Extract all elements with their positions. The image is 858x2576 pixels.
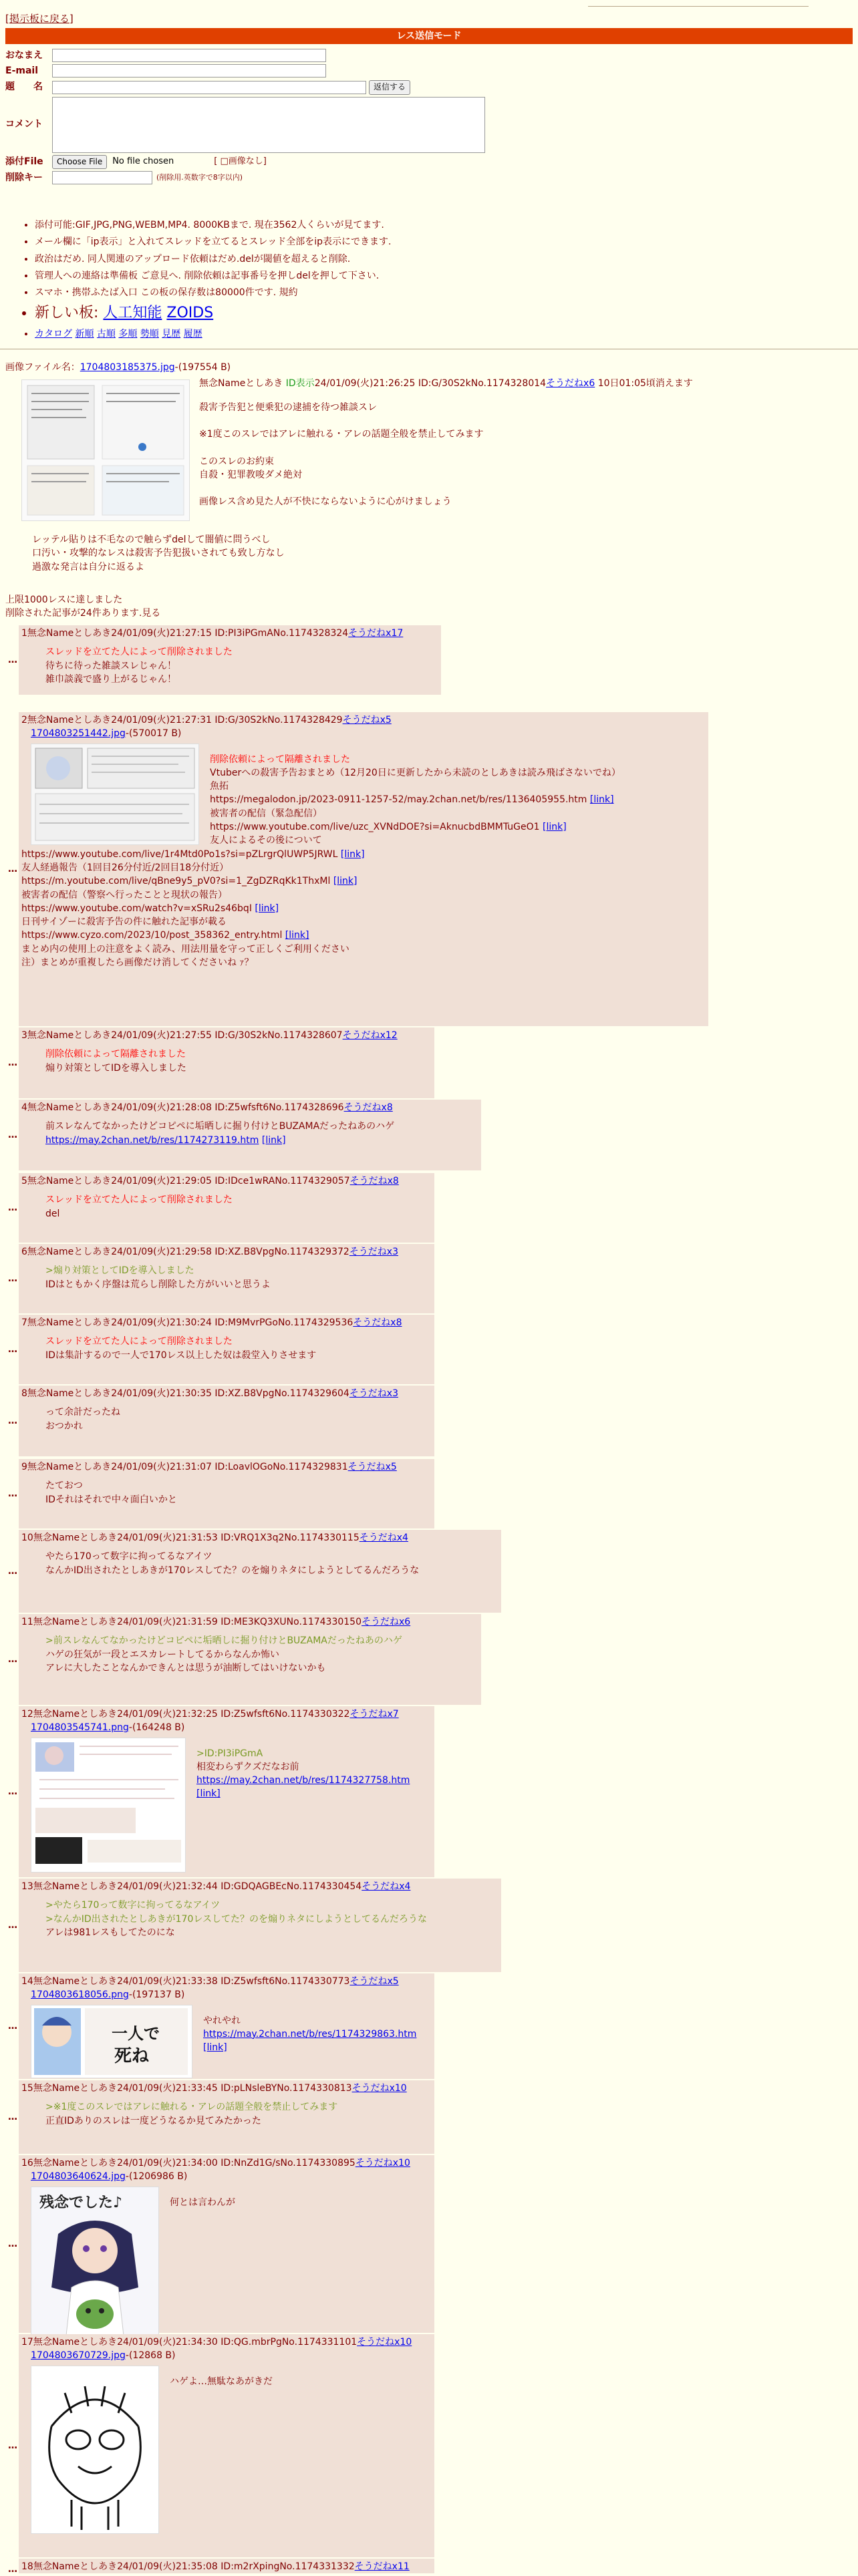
rule-item: • スマホ・携帯ふたば入口 この板の保存数は80000件です. 規約: [35, 286, 391, 299]
reply-file-line: 1704803545741.png-(164248 B): [31, 1722, 185, 1734]
reply-line: 何とは言わんが: [170, 2197, 235, 2208]
post-date: 24/01/09(火)21:34:00: [117, 2158, 218, 2168]
comment-textarea[interactable]: [52, 97, 485, 153]
reply-line: 正直IDありのスレは一度どうなるか見てみたかった: [45, 2115, 261, 2126]
poster-name: 無念Nameとしあき: [27, 715, 112, 726]
svg-text:残念でした♪: 残念でした♪: [39, 2194, 123, 2211]
poster-name: 無念Nameとしあき: [33, 2337, 118, 2348]
poster-name: 無念Nameとしあき: [27, 1388, 112, 1399]
reply-header: [21, 1531, 498, 1545]
rule-item: • 添付可能:GIF,JPG,PNG,WEBM,MP4. 8000KBまで. 現在3562人くらいが見てます.: [35, 218, 391, 232]
reply-number: 16: [21, 2158, 33, 2168]
new-boards: • 新しい板: 人工知能 ZOIDS: [35, 303, 391, 324]
reply-number: 6: [21, 1247, 27, 1257]
reply-file-link[interactable]: 1704803618056.png: [31, 1989, 129, 2001]
back-to-board-link[interactable]: [掲示板に戻る]: [5, 13, 74, 25]
post-date: 24/01/09(火)21:32:44: [117, 1881, 218, 1892]
sodane-button[interactable]: そうだねx12: [342, 1030, 398, 1041]
reply-header: [21, 1245, 432, 1259]
reply-header: [21, 2082, 432, 2095]
post-date: 24/01/09(火)21:28:08: [111, 1102, 212, 1113]
reply-mode-banner: レス送信モード: [5, 28, 853, 44]
poster-name: 無念Nameとしあき: [33, 1976, 118, 1987]
reply-line: 前スレなんてなかったけどコピペに垢晒しに掘り付けとBUZAMAだったねあのハゲ: [45, 1121, 395, 1132]
reply-dots-icon: …: [8, 2112, 17, 2122]
reply-post: [19, 2559, 434, 2573]
rule-item: • 政治はだめ. 同人関連のアップロード依頼はだめ.delが閾値を超えると削除.: [35, 253, 391, 266]
poster-id: ID:XZ.B8VpgNo.1174329372: [211, 1247, 349, 1257]
reply-thumbnail[interactable]: [31, 1738, 186, 1873]
link-button[interactable]: [link]: [333, 876, 358, 887]
id-display-badge: ID表示: [285, 378, 315, 389]
reply-number: 4: [21, 1102, 27, 1113]
reply-body: [45, 2100, 432, 2128]
reply-header: [21, 2560, 432, 2573]
reply-header: [21, 1460, 432, 1474]
reply-post: [19, 1614, 481, 1705]
reply-line: 被害者の配信（緊急配信）: [210, 808, 322, 819]
reply-line: スレッドを立てた人によって削除されました: [45, 1194, 233, 1206]
poster-id: ID:GDQAGBEcNo.1174330454: [217, 1881, 362, 1892]
sodane-button[interactable]: そうだねx8: [343, 1102, 393, 1113]
reply-line: 友人によるその後について: [210, 835, 322, 846]
reply-line: Vtuberへの殺害予告おまとめ（12月20日に更新したから未読のとしあきは読み飛ばさないでね）: [210, 767, 621, 778]
delete-key-label: 削除キー: [5, 172, 43, 183]
post-date: 24/01/09(火)21:33:38: [117, 1976, 218, 1987]
poster-name: 無念Nameとしあき: [33, 2561, 118, 2572]
reply-thumbnail[interactable]: [31, 2366, 159, 2534]
poster-id: ID:Z5wfsft6No.1174330322: [217, 1709, 350, 1720]
thread-url-link[interactable]: https://may.2chan.net/b/res/1174329863.htm: [203, 2028, 417, 2040]
rule-item: • メール欄に「ip表示」と入れてスレッドを立てるとスレッド全部をip表示にできます.: [35, 235, 391, 249]
reply-number: 15: [21, 2083, 33, 2094]
reply-line: 友人経過報告（1回目26分付近/2回目18分付近）: [21, 862, 229, 873]
reply-post: [19, 1100, 481, 1170]
reply-header: [21, 1880, 498, 1893]
reply-dots-icon: …: [8, 2564, 17, 2575]
post-date: 24/01/09(火)21:33:45: [117, 2083, 218, 2094]
reply-number: 5: [21, 1176, 27, 1186]
poster-id: ID:G/30S2kNo.1174328607: [211, 1030, 343, 1041]
top-divider: [588, 6, 809, 7]
op-body: 殺害予告犯と便乗犯の逮捕を待つ雑談スレ ※1度このスレではアレに触れる・アレの話題全般を禁止してみます このスレのお約束 自殺・犯罪教唆ダメ絶対 画像レス含め見た人が不快にならないように心がけましょう: [199, 402, 484, 508]
poster-id: ID:Z5wfsft6No.1174330773: [217, 1976, 350, 1987]
sodane-button[interactable]: そうだねx5: [347, 1462, 397, 1472]
reply-line: おつかれ: [45, 1420, 83, 1432]
link-button[interactable]: [link]: [196, 1788, 221, 1800]
reply-header: [21, 1316, 432, 1329]
reply-body: [45, 1406, 432, 1433]
sodane-button[interactable]: そうだねx11: [354, 2561, 410, 2572]
poster-name: 無念Nameとしあき: [27, 1030, 112, 1041]
reply-line: IDはともかく序盤は荒らし削除した方がいいと思うよ: [45, 1279, 271, 1290]
reply-header: [21, 627, 438, 640]
sodane-button[interactable]: そうだねx10: [351, 2083, 407, 2094]
reply-header: [21, 1174, 432, 1188]
post-date: 24/01/09(火)21:27:55: [111, 1030, 212, 1041]
sodane-button[interactable]: そうだねx3: [349, 1247, 399, 1257]
op-body-tail: レッテル貼りは不毛なので触らずdelして闇値に問うべし 口汚い・攻撃的なレスは殺害予告犯扱いされても致し方なし 過激な発言は自分に返るよ: [32, 534, 285, 573]
reply-file-line: 1704803618056.png-(197137 B): [31, 1989, 185, 2001]
reply-line: スレッドを立てた人によって削除されました: [45, 1336, 233, 1347]
poster-name: 無念Nameとしあき: [33, 2083, 118, 2094]
link-button[interactable]: [link]: [255, 903, 279, 914]
reply-line: やれやれ: [203, 2015, 241, 2026]
reply-post: [19, 1879, 501, 1972]
deleted-notice: 削除された記事が24件あります.見る: [5, 608, 161, 619]
reply-post: [19, 1530, 501, 1613]
reply-post: [19, 1386, 434, 1456]
expiry-text: 10日01:05頃消えます: [597, 378, 693, 389]
nav-catalog[interactable]: カタログ: [35, 329, 72, 340]
no-file-text: No file chosen: [112, 156, 174, 166]
board-nav: [35, 327, 391, 341]
poster-name: 無念Nameとしあき: [199, 378, 283, 389]
post-date: 24/01/09(火)21:27:15: [111, 628, 212, 639]
reply-line: スレッドを立てた人によって削除されました: [45, 647, 233, 658]
poster-id: ID:IDce1wRANo.1174329057: [211, 1176, 350, 1186]
reply-dots-icon: …: [8, 1488, 17, 1499]
op-file-link[interactable]: 1704803185375.jpg: [80, 362, 175, 373]
reply-line: 日刊サイゾーに殺害予告の件に触れた記事が載る: [21, 917, 227, 928]
link-button[interactable]: [link]: [589, 794, 614, 806]
reply-header: [21, 2336, 432, 2349]
reply-file-link[interactable]: 1704803670729.jpg: [31, 2350, 126, 2362]
reply-line: 注）まとめが重複したら画像だけ消してくださいね ｧ？: [21, 957, 254, 969]
submit-button[interactable]: 返信する: [369, 80, 410, 95]
reply-body: [45, 645, 438, 686]
reply-line: って余計だったね: [45, 1407, 120, 1418]
reply-number: 7: [21, 1317, 27, 1328]
reply-line: 削除依頼によって隔離されました: [210, 754, 350, 765]
poster-id: ID:PI3iPGmANo.1174328324: [211, 628, 349, 639]
poster-id: ID:VRQ1X3q2No.1174330115: [217, 1533, 360, 1543]
poster-name: 無念Nameとしあき: [27, 1176, 112, 1186]
post-date: 24/01/09(火)21:30:35: [111, 1388, 212, 1399]
reply-number: 3: [21, 1030, 27, 1041]
subject-input[interactable]: [52, 81, 366, 94]
reply-line: 被害者の配信（警察へ行ったことと現状の報告）: [21, 889, 227, 901]
reply-dots-icon: …: [8, 1566, 17, 1577]
reply-line: >※1度このスレではアレに触れる・アレの話題全般を禁止してみます: [45, 2102, 338, 2113]
poster-id: ID:m2rXpingNo.1174331332: [217, 2561, 355, 2572]
sodane-button[interactable]: そうだねx4: [362, 1881, 411, 1892]
reply-header: [21, 1975, 432, 1988]
reply-dots-icon: …: [8, 1416, 17, 1426]
poster-id: ID:pLNsleBYNo.1174330813: [217, 2083, 352, 2094]
thread-url-link[interactable]: https://may.2chan.net/b/res/1174327758.htm: [196, 1775, 410, 1786]
reply-line: https://m.youtube.com/live/qBne9y5_pV0?si=1_ZgDZRqKk1ThxMl [link]: [21, 876, 358, 887]
reply-body: [45, 1048, 432, 1075]
reply-number: 2: [21, 715, 27, 726]
reply-file-link[interactable]: 1704803251442.jpg: [31, 728, 126, 740]
reply-line: 魚拓: [210, 781, 229, 792]
reply-file-line: 1704803640624.jpg-(1206986 B): [31, 2171, 188, 2183]
email-label: E-mail: [5, 65, 39, 77]
reply-thumbnail[interactable]: [31, 2005, 192, 2078]
poster-name: 無念Nameとしあき: [33, 1881, 118, 1892]
sodane-button[interactable]: そうだねx6: [362, 1617, 411, 1627]
reply-line: やたら170って数字に拘ってるなアイツ: [45, 1551, 212, 1563]
reply-line: >煽り対策としてIDを導入しました: [45, 1265, 194, 1277]
reply-post: [19, 625, 441, 695]
sodane-button[interactable]: そうだねx10: [355, 2158, 410, 2168]
reply-line: >ID:PI3iPGmA: [196, 1748, 263, 1759]
reply-post: [19, 1244, 434, 1313]
poster-id: ID:XZ.B8VpgNo.1174329604: [211, 1388, 349, 1399]
no-image-checkbox[interactable]: [ □画像なし]: [214, 156, 267, 166]
sodane-button[interactable]: そうだねx10: [357, 2337, 412, 2348]
poster-name: 無念Nameとしあき: [33, 1533, 118, 1543]
post-date: 24/01/09(火)21:31:53: [117, 1533, 218, 1543]
nav-many[interactable]: 多順: [118, 329, 138, 340]
poster-name: 無念Nameとしあき: [33, 2158, 118, 2168]
poster-name: 無念Nameとしあき: [27, 1462, 112, 1472]
reply-dots-icon: …: [8, 1654, 17, 1665]
post-date: 24/01/09(火)21:32:25: [117, 1709, 218, 1720]
reply-file-line: 1704803670729.jpg-(12868 B): [31, 2350, 176, 2362]
reply-line: >なんかID出されたとしあきが170レスしてた？のを煽りネタにしようとしてるんだろうな: [45, 1913, 427, 1925]
reply-number: 10: [21, 1533, 33, 1543]
reply-header: [21, 1387, 432, 1400]
nav-history[interactable]: 履歴: [183, 329, 202, 340]
reply-line: 削除依頼によって隔離されました: [45, 1049, 186, 1060]
reply-line: まとめ内の使用上の注意をよく読み、用法用量を守って正しくご利用ください: [21, 943, 349, 955]
sodane-button[interactable]: そうだねx6: [546, 378, 595, 389]
reply-line: アレに大したことなんかできんとは思うが油断してはいけないかも: [45, 1662, 326, 1673]
reply-line: 待ちに待った雑談スレじゃん！: [45, 660, 176, 671]
reply-body: [45, 1634, 478, 1675]
reply-post: [19, 1459, 434, 1528]
reply-dots-icon: …: [8, 2021, 17, 2032]
reply-dots-icon: …: [8, 1920, 17, 1931]
reply-line: >やたら170って数字に拘ってるなアイツ: [45, 1900, 221, 1911]
reply-number: 8: [21, 1388, 27, 1399]
link-button[interactable]: [link]: [203, 2042, 227, 2054]
reply-dots-icon: …: [8, 2239, 17, 2249]
reply-dots-icon: …: [8, 1786, 17, 1797]
limit-notice: 上限1000レスに達しました: [5, 595, 123, 605]
link-button[interactable]: [link]: [285, 930, 309, 941]
reply-line: 煽り対策としてIDを導入しました: [45, 1062, 186, 1074]
reply-form: [5, 47, 513, 186]
nav-viewed[interactable]: 見歴: [162, 329, 181, 340]
link-button[interactable]: [link]: [340, 848, 365, 860]
reply-header: [21, 1708, 432, 1721]
reply-dots-icon: …: [8, 1130, 17, 1140]
sodane-button[interactable]: そうだねx4: [359, 1533, 408, 1543]
reply-number: 13: [21, 1881, 33, 1892]
reply-dots-icon: …: [8, 1058, 17, 1068]
poster-id: ID:G/30S2kNo.1174328014: [418, 378, 547, 389]
rules-list: [35, 215, 391, 345]
post-date: 24/01/09(火)21:31:59: [117, 1617, 218, 1627]
reply-number: 18: [21, 2561, 33, 2572]
post-date: 24/01/09(火)21:35:08: [117, 2561, 218, 2572]
reply-line: IDは集計するので一人で170レス以上した奴は殺堂入りさせます: [45, 1349, 317, 1361]
reply-body: [45, 1120, 478, 1147]
rule-item: • 管理人への連絡は準備板 ご意見へ. 削除依頼は記事番号を押しdelを押して下さい.: [35, 269, 391, 283]
poster-id: ID:Z5wfsft6No.1174328696: [211, 1102, 344, 1113]
reply-number: 17: [21, 2337, 33, 2348]
reply-line: 相変わらずクズだなお前: [196, 1761, 299, 1772]
name-label: おなまえ: [5, 50, 43, 61]
poster-name: 無念Nameとしあき: [27, 1247, 112, 1257]
reply-file-link[interactable]: 1704803545741.png: [31, 1722, 129, 1734]
op-header: 無念Nameとしあき ID表示24/01/09(火)21:26:25 ID:G/30S2kNo.1174328014そうだねx6 10日01:05頃消えます: [199, 378, 693, 389]
sodane-button[interactable]: そうだねx3: [349, 1388, 399, 1399]
post-date: 24/01/09(火)21:30:24: [111, 1317, 212, 1328]
reply-line: 雑巾談義で盛り上がるじゃん！: [45, 673, 176, 685]
sodane-button[interactable]: そうだねx7: [349, 1709, 399, 1720]
reply-post: [19, 1315, 434, 1384]
reply-number: 9: [21, 1462, 27, 1472]
poster-name: 無念Nameとしあき: [33, 1709, 118, 1720]
reply-body: [45, 1550, 498, 1577]
sodane-button[interactable]: そうだねx8: [353, 1317, 402, 1328]
reply-post: [19, 2155, 434, 2333]
reply-line: アレは981レスもしてたのにな: [45, 1927, 175, 1938]
reply-dots-icon: …: [8, 2440, 17, 2451]
email-input[interactable]: [52, 64, 326, 77]
post-date: 24/01/09(火)21:29:58: [111, 1247, 212, 1257]
sodane-button[interactable]: そうだねx8: [349, 1176, 399, 1186]
reply-file-line: 1704803251442.jpg-(570017 B): [31, 728, 182, 740]
link-button[interactable]: [link]: [261, 1134, 286, 1146]
op-file-line: 画像ファイル名：1704803185375.jpg-(197554 B): [5, 362, 231, 373]
reply-post: [19, 1706, 434, 1877]
reply-body: [45, 1193, 432, 1221]
reply-line: https://www.cyzo.com/2023/10/post_358362_entry.html [link]: [21, 930, 309, 941]
reply-number: 14: [21, 1976, 33, 1987]
poster-id: ID:NnZd1G/sNo.1174330895: [217, 2158, 355, 2168]
reply-thumbnail[interactable]: [31, 744, 199, 845]
nav-old[interactable]: 古順: [96, 329, 116, 340]
reply-line: >前スレなんてなかったけどコピペに垢晒しに掘り付けとBUZAMAだったねあのハゲ: [45, 1635, 402, 1647]
post-date: 24/01/09(火)21:27:31: [111, 715, 212, 726]
svg-text:死ね: 死ね: [114, 2046, 150, 2066]
delete-key-note: (削除用.英数字で8字以内): [156, 173, 243, 182]
delete-key-input[interactable]: [52, 171, 152, 184]
svg-text:一人で: 一人で: [112, 2024, 160, 2043]
reply-body: [45, 1899, 498, 1939]
thread-info: [5, 593, 160, 621]
reply-line: https://www.youtube.com/live/uzc_XVNdDOE?si=AknucbdBMMTuGeO1 [link]: [210, 822, 567, 833]
reply-line: ハゲの狂気が一段とエスカレートしてるからなんか怖い: [45, 1649, 279, 1660]
nav-new[interactable]: 新順: [75, 329, 94, 340]
post-date: 24/01/09(火)21:29:05: [111, 1176, 212, 1186]
comment-label: コメント: [5, 119, 43, 130]
reply-dots-icon: …: [8, 1344, 17, 1355]
board-link-zoids[interactable]: ZOIDS: [166, 305, 214, 322]
reply-post: [19, 1973, 434, 2079]
poster-id: ID:M9MvrPGoNo.1174329536: [211, 1317, 353, 1328]
reply-line: なんかID出されたとしあきが170レスしてた？のを煽りネタにしようとしてるんだろうな: [45, 1565, 420, 1576]
reply-post: [19, 2080, 434, 2154]
reply-header: [21, 2156, 432, 2170]
thread-url-link[interactable]: https://may.2chan.net/b/res/1174273119.htm: [45, 1134, 259, 1146]
poster-name: 無念Nameとしあき: [27, 1317, 112, 1328]
reply-line: たておつ: [45, 1480, 83, 1492]
reply-header: [21, 713, 706, 727]
reply-dots-icon: …: [8, 1273, 17, 1284]
reply-line: https://www.youtube.com/watch?v=xSRu2s46bqI [link]: [21, 903, 279, 914]
op-thumbnail[interactable]: [21, 379, 190, 521]
thread-op: [5, 361, 853, 573]
reply-thumbnail[interactable]: [31, 2187, 159, 2355]
reply-line: [45, 1134, 478, 1147]
reply-number: 11: [21, 1617, 33, 1627]
post-date: 24/01/09(火)21:31:07: [111, 1462, 212, 1472]
choose-file-button[interactable]: Choose File: [52, 155, 107, 169]
poster-id: ID:G/30S2kNo.1174328429: [211, 715, 343, 726]
link-button[interactable]: [link]: [543, 822, 567, 833]
reply-header: [21, 1615, 478, 1629]
reply-number: 1: [21, 628, 27, 639]
reply-dots-icon: …: [8, 1202, 17, 1213]
reply-line: IDそれはそれで中々面白いかと: [45, 1494, 177, 1505]
poster-id: ID:LoavlOGoNo.1174329831: [211, 1462, 348, 1472]
reply-number: 12: [21, 1709, 33, 1720]
reply-post: [19, 1173, 434, 1243]
poster-name: 無念Nameとしあき: [27, 628, 112, 639]
reply-line: https://megalodon.jp/2023-0911-1257-52/may.2chan.net/b/res/1136405955.htm [link]: [210, 794, 614, 806]
poster-id: ID:QG.mbrPgNo.1174331101: [217, 2337, 358, 2348]
reply-post: [19, 1027, 434, 1098]
reply-dots-icon: …: [8, 655, 17, 665]
reply-header: [21, 1029, 432, 1042]
nav-momentum[interactable]: 勢順: [140, 329, 159, 340]
reply-header: [21, 1101, 478, 1114]
poster-id: ID:ME3KQ3XUNo.1174330150: [217, 1617, 362, 1627]
sodane-button[interactable]: そうだねx17: [348, 628, 404, 639]
subject-label: 題 名: [5, 82, 43, 93]
name-input[interactable]: [52, 49, 326, 62]
reply-body: [45, 1335, 432, 1362]
board-link-ai[interactable]: 人工知能: [103, 305, 162, 322]
reply-line: ハゲよ…無駄なあがきだ: [170, 2376, 273, 2387]
sodane-button[interactable]: そうだねx5: [349, 1976, 399, 1987]
poster-name: 無念Nameとしあき: [27, 1102, 112, 1113]
reply-body: [45, 1264, 432, 1291]
reply-body: [45, 1479, 432, 1506]
sodane-button[interactable]: そうだねx5: [342, 715, 392, 726]
reply-file-link[interactable]: 1704803640624.jpg: [31, 2171, 126, 2183]
reply-post: [19, 2334, 434, 2557]
post-date: 24/01/09(火)21:34:30: [117, 2337, 218, 2348]
reply-line: del: [45, 1208, 60, 1219]
reply-post: [19, 712, 708, 1026]
file-label: 添付File: [5, 156, 43, 168]
reply-dots-icon: …: [8, 864, 17, 874]
poster-name: 無念Nameとしあき: [33, 1617, 118, 1627]
reply-line: https://www.youtube.com/live/1r4Mtd0Po1s?si=pZLrgrQlUWP5JRWL [link]: [21, 848, 365, 860]
